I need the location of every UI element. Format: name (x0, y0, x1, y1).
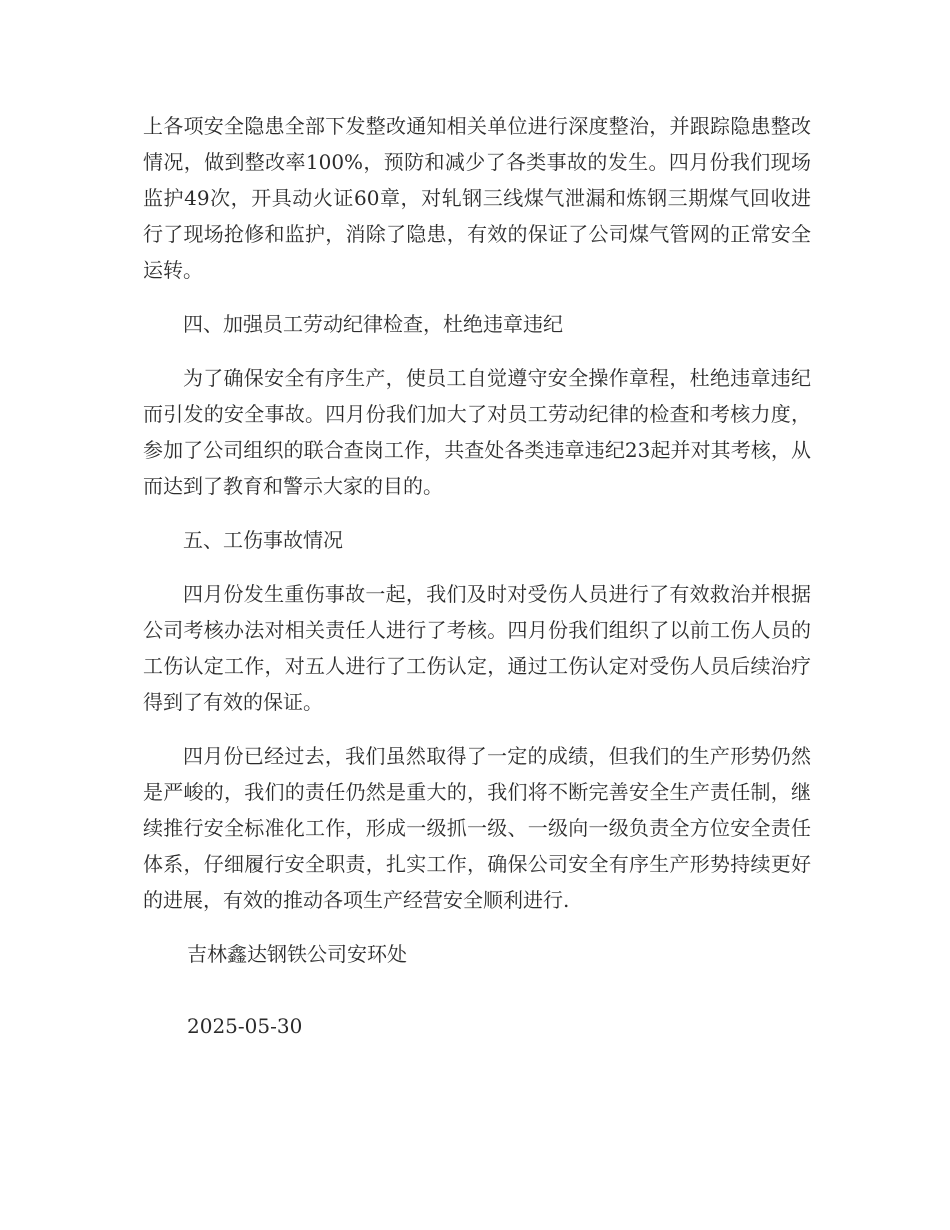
section-heading-labor-discipline: 四、加强员工劳动纪律检查，杜绝违章违纪 (183, 312, 563, 336)
paragraph-labor-discipline: 为了确保安全有序生产，使员工自觉遵守安全操作章程，杜绝违章违纪而引发的安全事故。四月份我们加大了对员工劳动纪律的检查和考核力度，参加了公司组织的联合查岗工作，共查处各类违章违纪23起并对其考核，从而达到了教育和警示大家的目的。 (143, 366, 811, 498)
paragraph-conclusion: 四月份已经过去，我们虽然取得了一定的成绩，但我们的生产形势仍然是严峻的，我们的责任仍然是重大的，我们将不断完善安全生产责任制，继续推行安全标准化工作，形成一级抓一级、一级向一级负责全方位安全责任体系，仔细履行安全职责，扎实工作，确保公司安全有序生产形势持续更好的进展，有效的推动各项生产经营安全顺利进行. (143, 744, 811, 912)
paragraph-work-injury: 四月份发生重伤事故一起，我们及时对受伤人员进行了有效救治并根据公司考核办法对相关责任人进行了考核。四月份我们组织了以前工伤人员的工伤认定工作，对五人进行了工伤认定，通过工伤认定对受伤人员后续治疗得到了有效的保证。 (143, 582, 811, 714)
signature-block (143, 936, 811, 1044)
document-body (143, 108, 811, 1080)
paragraph-safety-hazards: 上各项安全隐患全部下发整改通知相关单位进行深度整治，并跟踪隐患整改情况，做到整改率100%，预防和减少了各类事故的发生。四月份我们现场监护49次，开具动火证60章，对轧钢三线煤气泄漏和炼钢三期煤气回收进行了现场抢修和监护，消除了隐患，有效的保证了公司煤气管网的正常安全运转。 (143, 114, 811, 282)
signature-date: 2025-05-30 (187, 1014, 303, 1038)
signature-department: 吉林鑫达钢铁公司安环处 (187, 942, 407, 966)
section-heading-work-injury: 五、工伤事故情况 (183, 528, 343, 552)
